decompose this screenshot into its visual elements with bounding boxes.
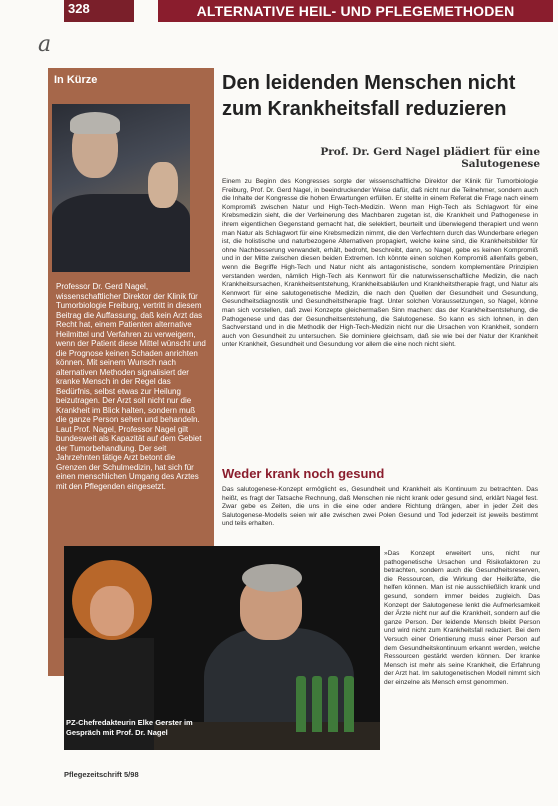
section-header-bar: ALTERNATIVE HEIL- UND PFLEGEMETHODEN <box>158 0 553 22</box>
article-body-intro: Einem zu Beginn des Kongresses sorgte der wissenschaftliche Direktor der Klinik für Tumorbiologie Freiburg, Prof. Dr. Gerd Nagel, in beeindruckender Weise dafür, daß nicht nur die Teilnehmer, sondern auch die Inhalte der Kongresse die hohen Erwartungen erfüllen. Er stellte in einem Referat die Frage nach einem Kompromiß zwischen Natur und High-Tech-Medizin. Wenn man High-Tech als Schlagwort für eine Krebsmedizin sieht, die der Verfeinerung des Machbaren zugetan ist, die Krankheit und Pathogenese in ihrem eigentlichen Gegenstand gemacht hat, die selektiert, beurteilt und überwiegend therapiert und wenn man Natur als Schlagwort für eine Krebsmedizin nimmt, die den Verfechtern durch das Wunderbare erlegen ist, die holistische und naturbezogene Alternativen propagiert, welche keine sind, die Krankheitsbilder für ohne Nachbesserung verwandelt, erhält, bedroht, beschreibt, dann, so Nagel, gebe es keinen Kompromiß und in der Mitte zwischen diesen beiden Extremen. Ich könnte einen solchen Kompromiß allenfalls geben, wenn die Begriffe High-Tech und Natur nicht als antagonistische, sondern komplementäre Prinzipien verstanden werden, nämlich High-Tech als Kennwort für die naturwissenschaftliche Medizin, die nach Krankheitsursachen, Krankheitsentstehung, Krankheitsabläufen und Krankheitstherapie fragt, und Natur als Kennwort für eine salutogenetische Medizin, die nach den Quellen der Gesundheit und Gesundung, Gesundheitsdiagnostik und Gesundheitstherapie fragt. Unter solchen Voraussetzungen, so Nagel, könne man sich vorstellen, daß zwei Konzepte gleichermaßen Sinn machen: das der Krankheitsentstehung, die Pathogenese und das der Gesundheitsentstehung, die Salutogenese. So kann es sich lohnen, in den Sachverstand und in die Methodik der High-Tech-Medizin nicht nur die Ursachen von Krankheit, sondern auch von Gesundheit zu untersuchen. Sie dominiere gleichsam, daß sie wie bei der Natur der Krankheit unter Krankheit, Gesundheit und Gesundung vor allem die eine noch nicht sieht. <box>222 178 538 349</box>
sidebar-heading: In Kürze <box>54 74 98 86</box>
page-number: 328 <box>64 0 134 22</box>
article-body-section: Das salutogenese-Konzept ermöglicht es, Gesundheit und Krankheit als Kontinuum zu betrachten. Das heißt, es fragt der Tatsache Rechnung, daß Menschen nie nicht krank oder gesund sind, erklärt Nagel fest. Zwar gebe es Zeiten, die uns in die eine oder andere Richtung drängen, aber in jeder Zeit des Salutogenese-Modells seien wir alle zwischen zwei Polen Gesund und Tod jederzeit ist jeweils bestimmt und teils erhalten. <box>222 486 538 528</box>
sidebar-text: Professor Dr. Gerd Nagel, wissenschaftlicher Direktor der Klinik für Tumorbiologie Freiburg, vertritt in diesem Beitrag die Auffassung, daß kein Arzt das Recht hat, einem Patienten alternative Heilmittel und Verfahren zu verweigern, wenn der Patient diese Mittel wünscht und die Prognose keinen Schaden anrichten können. Mit seinem Wunsch nach alternativen Methoden signalisiert der kranke Mensch in der Regel das Bedürfnis, selbst etwas zur Heilung beizutragen. Der Arzt soll nicht nur die Krankheit im Blick halten, sondern muß die ganze Person sehen und behandeln. Laut Prof. Nagel, Professor Nagel gilt bundesweit als Kapazität auf dem Gebiet der Tumorbehandlung. Der seit Jahrzehnten tätige Arzt betont die Grenzen der Schulmedizin, hat sich für einen menschlichen Umgang des Arztes mit den Pflegenden eingesetzt. <box>56 282 206 491</box>
photo-caption: PZ-Chefredakteurin Elke Gerster im Gespräch mit Prof. Dr. Nagel <box>66 718 193 737</box>
handwritten-mark: a <box>38 32 52 57</box>
portrait-photo <box>52 104 190 272</box>
section-heading: Weder krank noch gesund <box>222 466 385 481</box>
article-body-column: »Das Konzept erweitert uns, nicht nur pathogenetische Ursachen und Risikofaktoren zu betrachten, sondern auch die Gesundheitsreserven, die Ressourcen, die Wirkung der Heilkräfte, die helfen können. Man ist nie ausschließlich krank und gesund, sondern immer beides zugleich. Das Konzept der Salutogenese lenkt die Aufmerksamkeit der Ärzte nicht nur auf die Krankheit, sondern auf die ganze Person. Der leidende Mensch bleibt Person und wird nicht zum Krankheitsfall reduziert. Bei dem Versuch einer Orientierung muss einer Person auf dem Gesundheitskontinuum erkannt werden, welche Ressourcen gestärkt werden können. Der kranke Mensch ist mehr als seine Krankheit, die Erfahrung der Arzt hat. Im salutogenetischen Modell nimmt sich der einzelne als Mensch ernst genommen. <box>384 550 540 686</box>
footer-publication: Pflegezeitschrift 5/98 <box>64 770 139 779</box>
article-title: Den leidenden Menschen nicht zum Krankheitsfall reduzieren <box>222 72 516 120</box>
article-subtitle: Prof. Dr. Gerd Nagel plädiert für eine Salutogenese <box>320 146 540 170</box>
